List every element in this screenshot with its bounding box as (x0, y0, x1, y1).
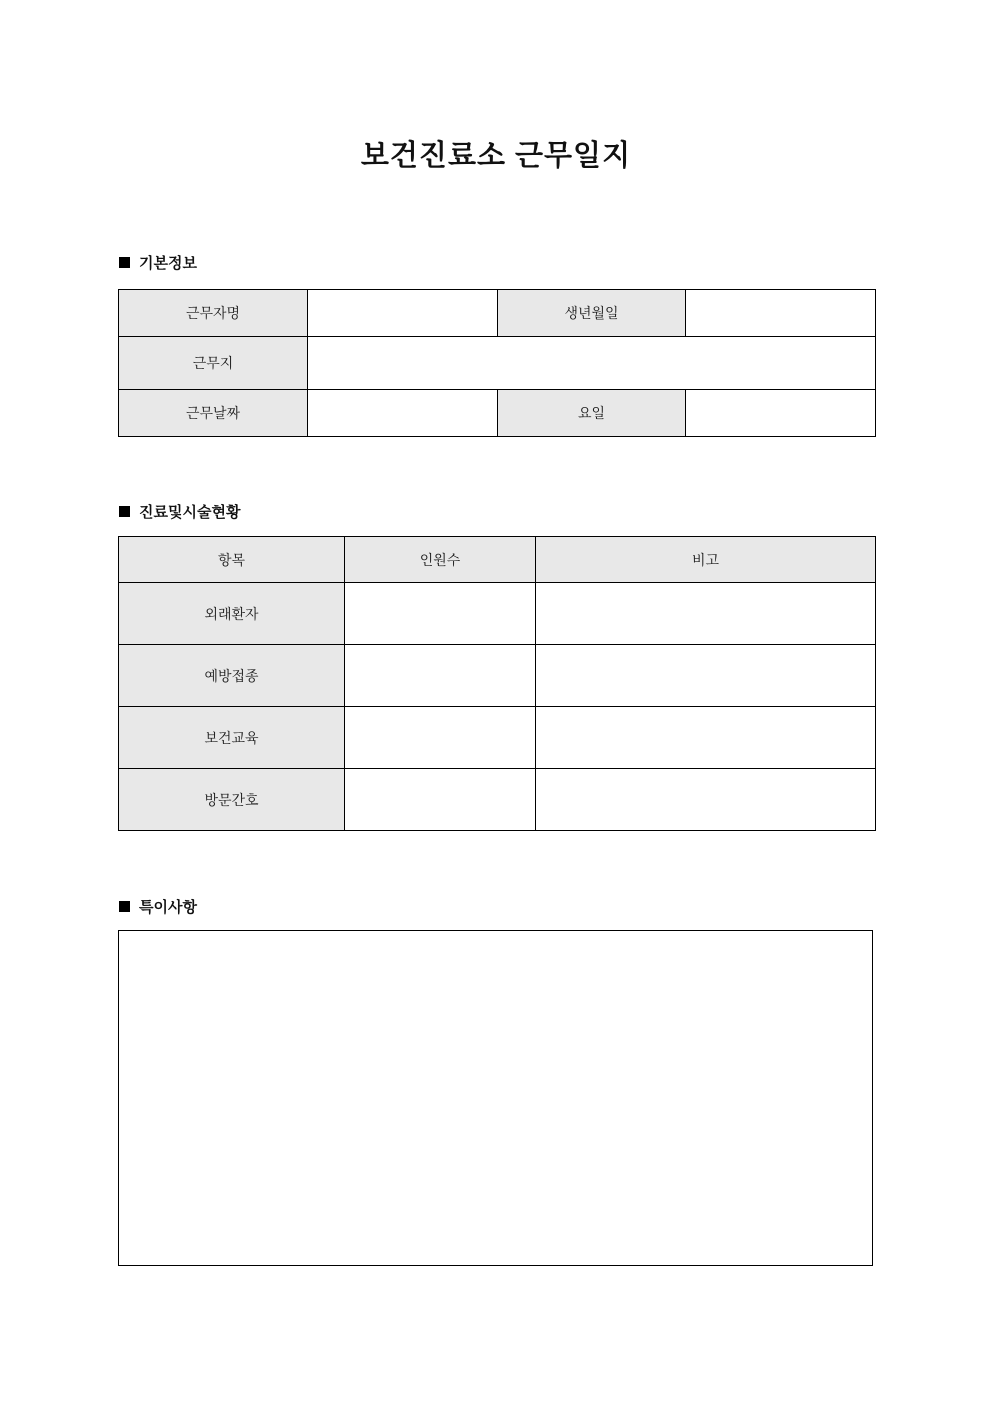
square-bullet-icon (119, 901, 130, 912)
field-home-nursing-count[interactable] (345, 769, 536, 831)
table-row (119, 337, 876, 390)
row-label-outpatient: 외래환자 (119, 583, 345, 645)
column-header-note: 비고 (536, 537, 876, 583)
field-health-education-note[interactable] (536, 707, 876, 769)
field-work-date[interactable] (308, 390, 498, 437)
field-outpatient-note[interactable] (536, 583, 876, 645)
field-weekday[interactable] (686, 390, 876, 437)
table-row (119, 290, 876, 337)
field-worker-name[interactable] (308, 290, 498, 337)
field-home-nursing-note[interactable] (536, 769, 876, 831)
row-label-vaccination: 예방접종 (119, 645, 345, 707)
table-row (119, 769, 876, 831)
table-row (119, 390, 876, 437)
label-work-date: 근무날짜 (119, 390, 308, 437)
table-row (119, 645, 876, 707)
column-header-item: 항목 (119, 537, 345, 583)
special-notes-text[interactable] (119, 931, 872, 1265)
label-workplace: 근무지 (119, 337, 308, 390)
page-title: 보건진료소 근무일지 (360, 140, 632, 172)
field-workplace[interactable] (308, 337, 876, 390)
row-label-home-nursing: 방문간호 (119, 769, 345, 831)
field-vaccination-note[interactable] (536, 645, 876, 707)
section-heading-basic-info (119, 252, 197, 273)
special-notes-box[interactable] (118, 930, 873, 1266)
section-heading-label: 진료및시술현황 (139, 504, 241, 521)
field-health-education-count[interactable] (345, 707, 536, 769)
label-weekday: 요일 (498, 390, 686, 437)
care-status-table (118, 536, 876, 831)
section-heading-label: 특이사항 (139, 899, 197, 916)
table-row (119, 583, 876, 645)
field-vaccination-count[interactable] (345, 645, 536, 707)
row-label-health-education: 보건교육 (119, 707, 345, 769)
basic-info-table (118, 289, 876, 437)
table-header-row (119, 537, 876, 583)
table-row (119, 707, 876, 769)
label-worker-name: 근무자명 (119, 290, 308, 337)
field-outpatient-count[interactable] (345, 583, 536, 645)
section-heading-special-notes (119, 896, 197, 917)
square-bullet-icon (119, 506, 130, 517)
section-heading-label: 기본정보 (139, 255, 197, 272)
label-birth-date: 생년월일 (498, 290, 686, 337)
section-heading-care-status (119, 501, 240, 522)
field-birth-date[interactable] (686, 290, 876, 337)
column-header-count: 인원수 (345, 537, 536, 583)
square-bullet-icon (119, 257, 130, 268)
